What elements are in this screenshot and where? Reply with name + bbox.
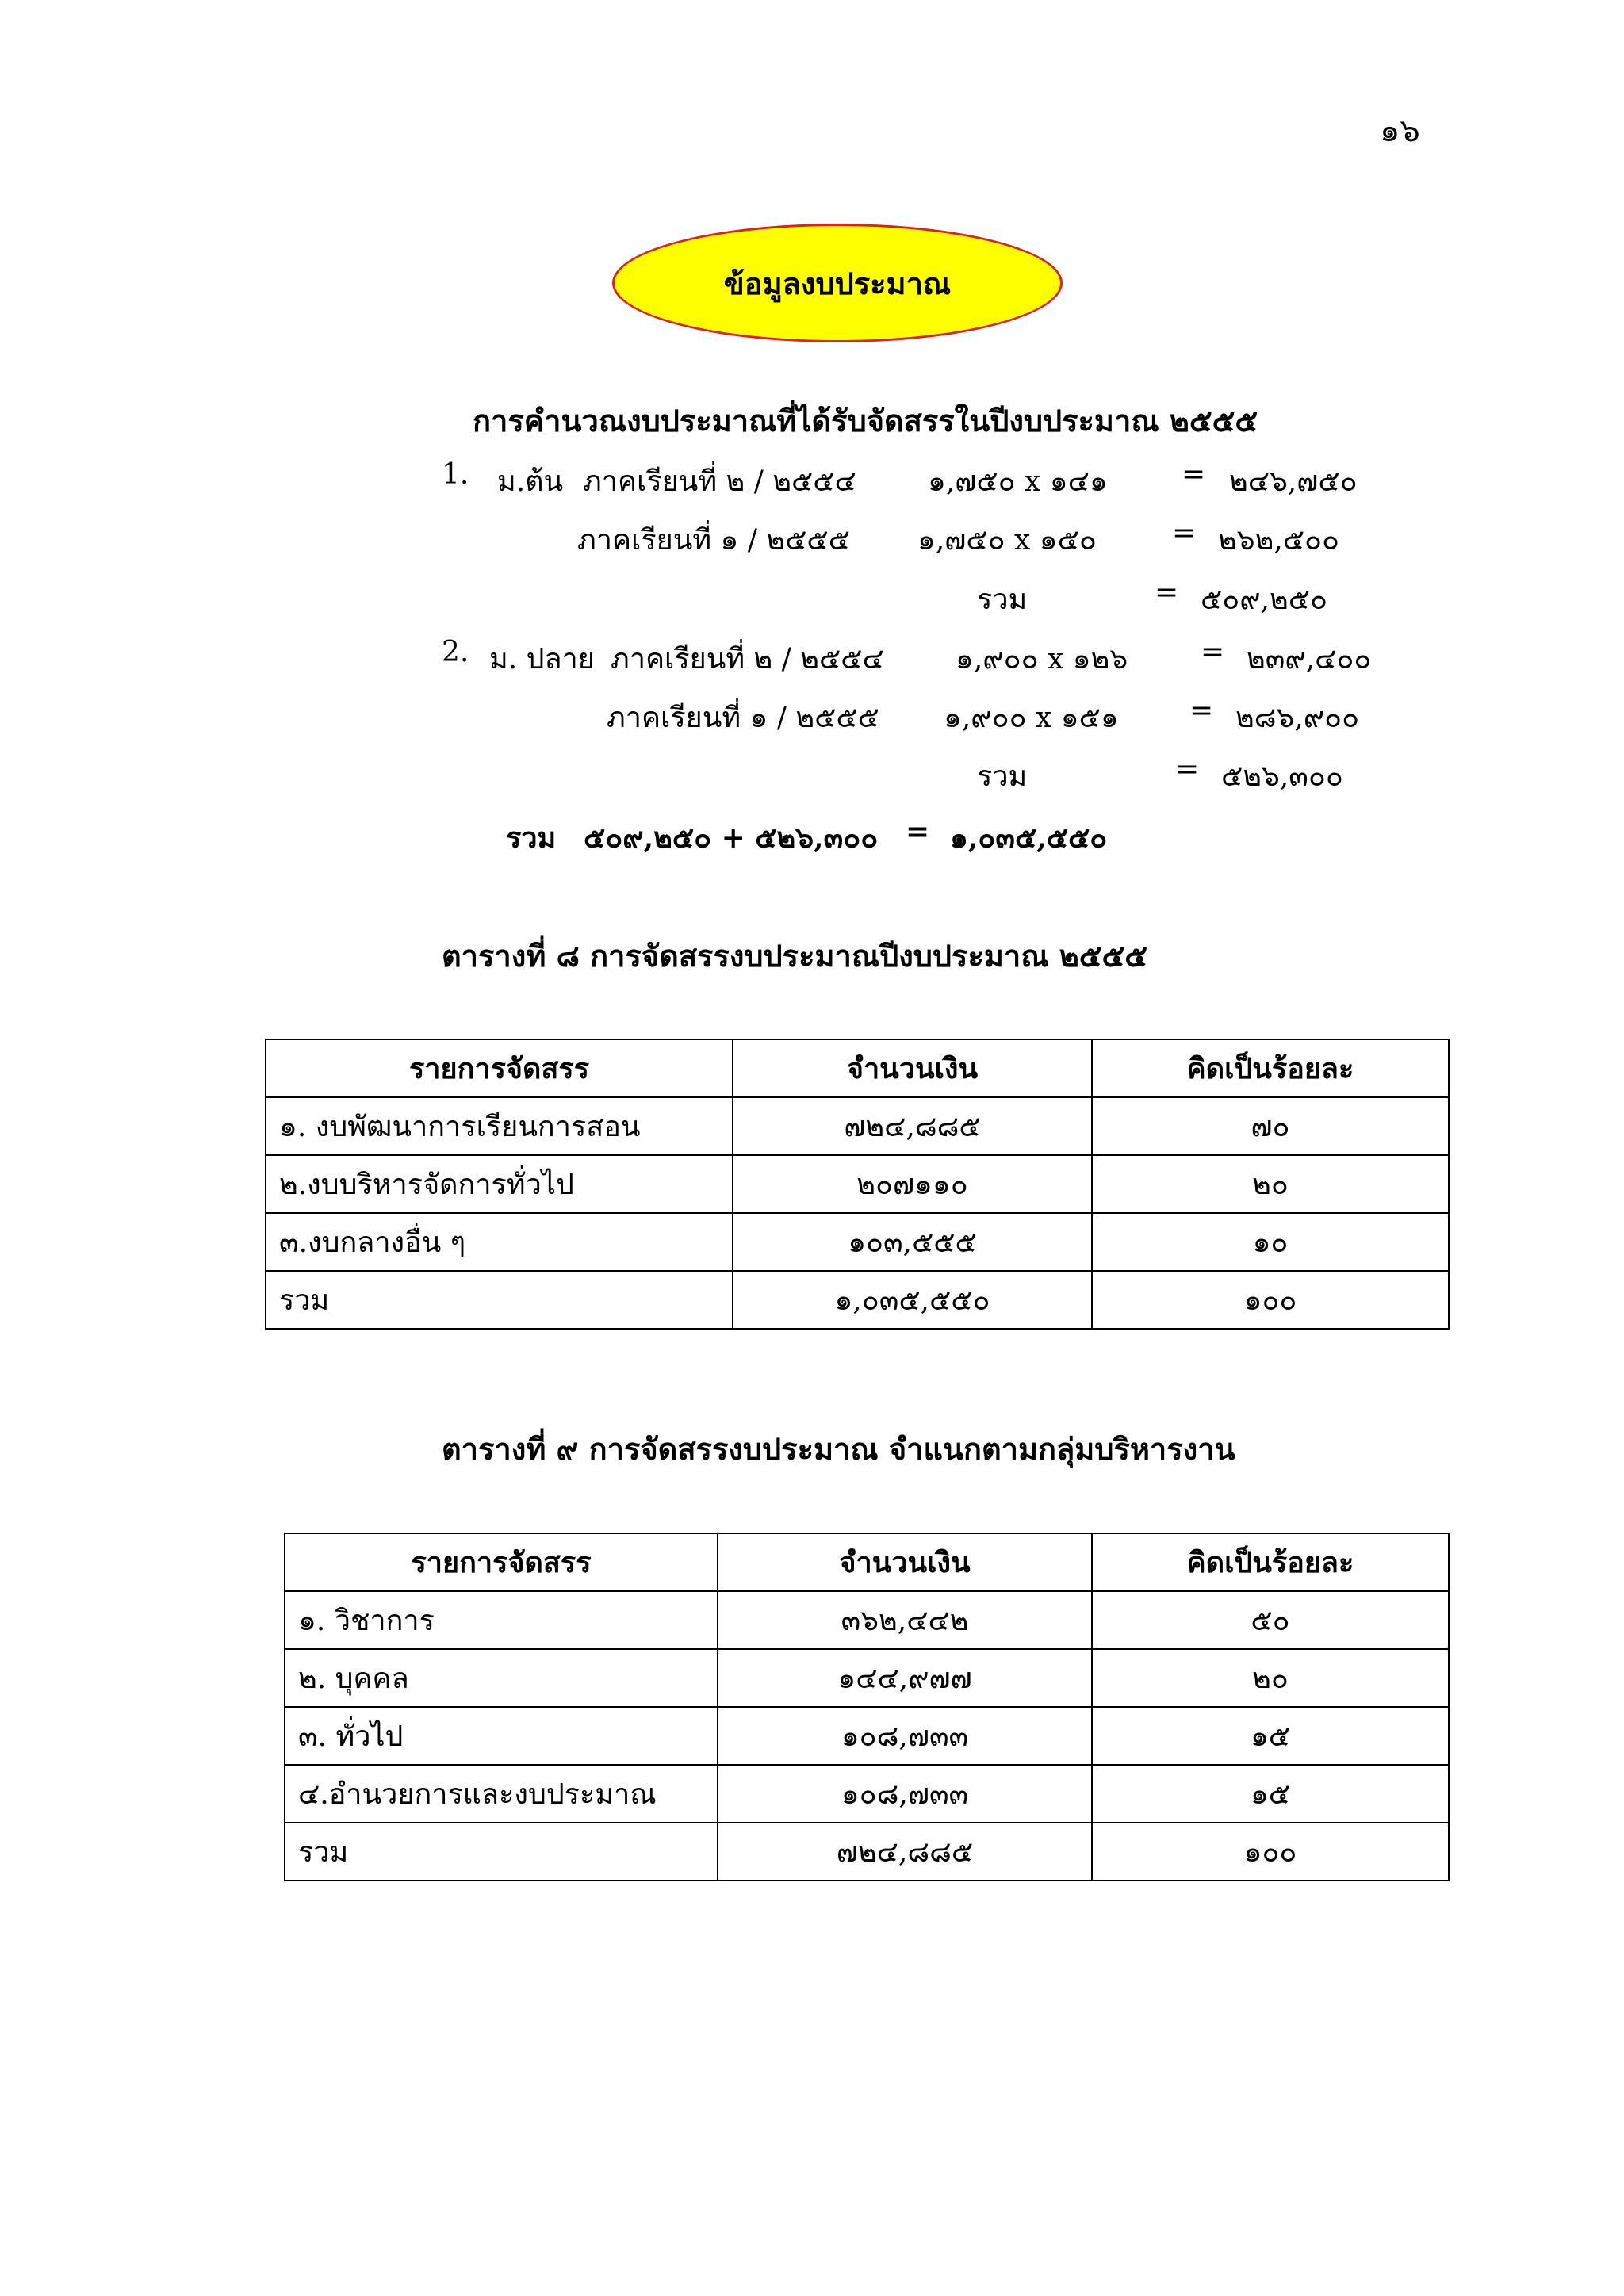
col-header-item: รายการจัดสรร xyxy=(285,1533,718,1591)
total-expression: ๕๐๙,๒๕๐ + ๕๒๖,๓๐๐ xyxy=(584,821,879,855)
cell-amount: ๓๖๒,๔๔๒ xyxy=(718,1591,1092,1649)
g1-term2-calc: ๑,๗๕๐ x ๑๕๐ xyxy=(917,524,1097,557)
table-row xyxy=(285,1649,1449,1707)
cell-item: ๒.งบบริหารจัดการทั่วไป xyxy=(266,1155,733,1213)
cell-item: ๒. บุคคล xyxy=(285,1649,718,1707)
table-header-row xyxy=(266,1039,1449,1097)
table-header-row xyxy=(285,1533,1449,1591)
cell-percent: ๑๕ xyxy=(1092,1707,1449,1765)
cell-percent: ๑๐ xyxy=(1092,1213,1449,1271)
cell-percent: ๑๕ xyxy=(1092,1765,1449,1823)
cell-amount: ๑๔๔,๙๗๗ xyxy=(718,1649,1092,1707)
g2-term1-calc: ๑,๙๐๐ x ๑๒๖ xyxy=(956,643,1128,675)
g1-term2-eq: = xyxy=(1172,517,1197,549)
g2-term1-label: ภาคเรียนที่ ๒ / ๒๕๕๔ xyxy=(611,643,884,675)
total-result: ๑,๐๓๕,๕๕๐ xyxy=(950,821,1108,855)
cell-amount: ๗๒๔,๘๘๕ xyxy=(733,1097,1092,1155)
cell-percent: ๑๐๐ xyxy=(1092,1271,1449,1329)
col-header-amount: จำนวนเงิน xyxy=(718,1533,1092,1591)
page-number: ๑๖ xyxy=(1380,113,1420,149)
cell-item: ๑. งบพัฒนาการเรียนการสอน xyxy=(266,1097,733,1155)
cell-item: ๓.งบกลางอื่น ๆ xyxy=(266,1213,733,1271)
table-row xyxy=(266,1213,1449,1271)
g2-term1-result: ๒๓๙,๔๐๐ xyxy=(1247,643,1372,675)
col-header-percent: คิดเป็นร้อยละ xyxy=(1092,1533,1449,1591)
g2-number: 2. xyxy=(442,636,469,668)
g1-sum-result: ๕๐๙,๒๕๐ xyxy=(1201,584,1327,616)
table-total-row xyxy=(266,1271,1449,1329)
cell-percent: ๑๐๐ xyxy=(1092,1823,1449,1881)
g1-term1-label: ภาคเรียนที่ ๒ / ๒๕๕๔ xyxy=(583,465,856,498)
col-header-percent: คิดเป็นร้อยละ xyxy=(1092,1039,1449,1097)
cell-item: ๑. วิชาการ xyxy=(285,1591,718,1649)
total-label: รวม xyxy=(506,821,557,855)
cell-amount: ๒๐๗๑๑๐ xyxy=(733,1155,1092,1213)
cell-percent: ๒๐ xyxy=(1092,1649,1449,1707)
cell-item: รวม xyxy=(285,1823,718,1881)
cell-item: ๓. ทั่วไป xyxy=(285,1707,718,1765)
cell-item: ๔.อำนวยการและงบประมาณ xyxy=(285,1765,718,1823)
table-row xyxy=(266,1155,1449,1213)
g1-term1-result: ๒๔๖,๗๕๐ xyxy=(1229,465,1358,498)
g1-term2-label: ภาคเรียนที่ ๑ / ๒๕๕๕ xyxy=(577,524,850,557)
table8-caption: ตารางที่ ๘ การจัดสรรงบประมาณปีงบประมาณ ๒๕๕๕ xyxy=(442,938,1148,974)
g1-level: ม.ต้น xyxy=(497,465,564,498)
table-total-row xyxy=(285,1823,1449,1881)
cell-percent: ๗๐ xyxy=(1092,1097,1449,1155)
table-row xyxy=(285,1591,1449,1649)
g2-term2-label: ภาคเรียนที่ ๑ / ๒๕๕๕ xyxy=(607,702,879,734)
table9 xyxy=(284,1533,1450,1881)
col-header-item: รายการจัดสรร xyxy=(266,1039,733,1097)
g2-level: ม. ปลาย xyxy=(489,643,595,675)
col-header-amount: จำนวนเงิน xyxy=(733,1039,1092,1097)
g2-term2-result: ๒๘๖,๙๐๐ xyxy=(1235,702,1360,734)
g1-number: 1. xyxy=(442,458,469,491)
section-title: ข้อมูลงบประมาณ xyxy=(723,265,952,301)
g1-term1-eq: = xyxy=(1182,458,1206,491)
table-row xyxy=(266,1097,1449,1155)
calc-heading: การคำนวณงบประมาณที่ได้รับจัดสรรในปีงบประมาณ ๒๕๕๕ xyxy=(473,403,1258,438)
g1-term1-calc: ๑,๗๕๐ x ๑๔๑ xyxy=(928,465,1108,498)
section-title-banner xyxy=(612,224,1063,342)
g1-sum-eq: = xyxy=(1155,576,1179,609)
cell-percent: ๕๐ xyxy=(1092,1591,1449,1649)
cell-percent: ๒๐ xyxy=(1092,1155,1449,1213)
total-eq: = xyxy=(906,815,930,848)
table-row xyxy=(285,1707,1449,1765)
g2-sum-eq: = xyxy=(1175,753,1200,786)
cell-amount: ๑๐๘,๗๓๓ xyxy=(718,1707,1092,1765)
cell-amount: ๑๐๘,๗๓๓ xyxy=(718,1765,1092,1823)
g2-term2-calc: ๑,๙๐๐ x ๑๕๑ xyxy=(944,702,1119,734)
g1-sum-label: รวม xyxy=(977,584,1028,616)
table9-caption: ตารางที่ ๙ การจัดสรรงบประมาณ จำแนกตามกลุ่มบริหารงาน xyxy=(442,1431,1235,1467)
g2-term1-eq: = xyxy=(1201,636,1225,668)
cell-amount: ๑,๐๓๕,๕๕๐ xyxy=(733,1271,1092,1329)
table8 xyxy=(265,1039,1450,1330)
table-row xyxy=(285,1765,1449,1823)
cell-item: รวม xyxy=(266,1271,733,1329)
cell-amount: ๗๒๔,๘๘๕ xyxy=(718,1823,1092,1881)
g2-sum-result: ๕๒๖,๓๐๐ xyxy=(1221,760,1343,793)
cell-amount: ๑๐๓,๕๕๕ xyxy=(733,1213,1092,1271)
g1-term2-result: ๒๖๒,๕๐๐ xyxy=(1218,524,1339,557)
g2-sum-label: รวม xyxy=(977,760,1028,793)
g2-term2-eq: = xyxy=(1189,695,1214,727)
